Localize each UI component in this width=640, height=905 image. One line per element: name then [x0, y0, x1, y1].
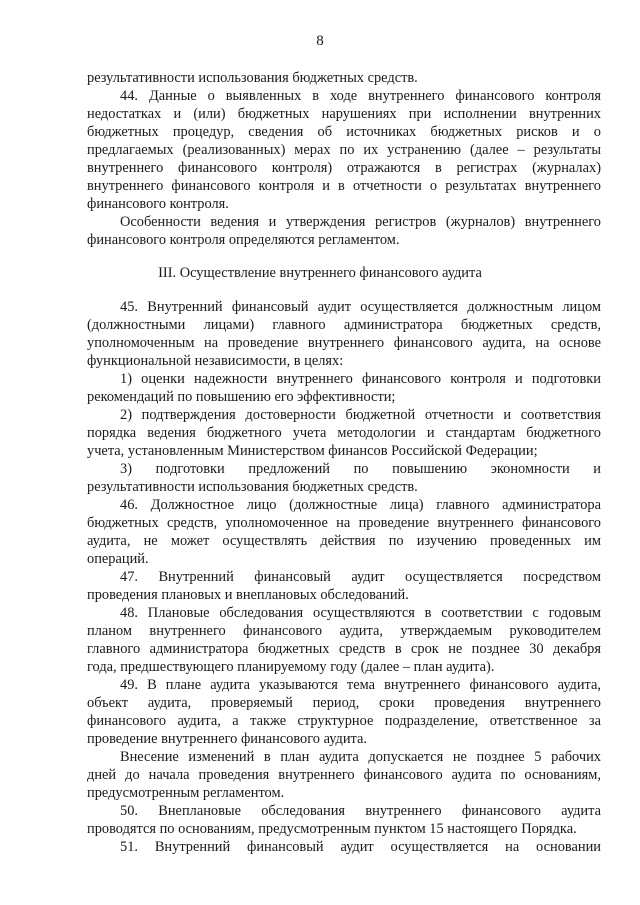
paragraph-49-line: проведение внутреннего финансового аудита.: [87, 731, 368, 747]
list-item-line: 2) подтверждения достоверности бюджетной отчетности и соответствия: [120, 407, 601, 423]
paragraph-50-line: проводятся по основаниям, предусмотренным пунктом 15 настоящего Порядка.: [87, 821, 577, 837]
paragraph-text-line: финансового контроля определяются регламентом.: [87, 232, 400, 248]
paragraph-44-line: предлагаемых (реализованных) мерах по их устранению (далее – результаты: [87, 142, 601, 158]
text-line: результативности использования бюджетных средств.: [87, 70, 418, 86]
paragraph-44-line: внутреннего финансового контроля и в отчетности о результатах внутреннего: [87, 178, 601, 194]
paragraph-46-line: 46. Должностное лицо (должностные лица) главного администратора: [120, 497, 601, 513]
page-number: 8: [316, 33, 324, 49]
paragraph-47-line: 47. Внутренний финансовый аудит осуществляется посредством: [120, 569, 601, 585]
list-item-line: 1) оценки надежности внутреннего финансового контроля и подготовки: [120, 371, 601, 387]
paragraph-46-line: аудита, не может осуществлять действия по изучению проведенных им: [87, 533, 601, 549]
paragraph-49-line: финансового аудита, а также структурное подразделение, ответственное за: [87, 713, 601, 729]
paragraph-50-line: 50. Внеплановые обследования внутреннего финансового аудита: [120, 803, 601, 819]
paragraph-text-line: Особенности ведения и утверждения регистров (журналов) внутреннего: [120, 214, 601, 230]
list-item-line: 3) подготовки предложений по повышению экономности и: [120, 461, 601, 477]
paragraph-48-line: планом внутреннего финансового аудита, утверждаемым руководителем: [87, 623, 601, 639]
paragraph-48-line: главного администратора бюджетных средств в срок не позднее 30 декабря: [87, 641, 601, 657]
paragraph-44-line: финансового контроля.: [87, 196, 229, 212]
paragraph-44-line: внутреннего финансового контроля) отражаются в регистрах (журналах): [87, 160, 601, 176]
paragraph-text-line: дней до начала проведения внутреннего финансового аудита по основаниям,: [87, 767, 601, 783]
paragraph-47-line: проведения плановых и внеплановых обследований.: [87, 587, 409, 603]
section-heading: III. Осуществление внутреннего финансового аудита: [158, 265, 482, 281]
paragraph-51-line: 51. Внутренний финансовый аудит осуществляется на основании: [120, 839, 601, 855]
paragraph-45-line: 45. Внутренний финансовый аудит осуществляется должностным лицом: [120, 299, 601, 315]
list-item-line: учета, установленным Министерством финансов Российской Федерации;: [87, 443, 538, 459]
paragraph-45-line: уполномоченным на проведение внутреннего финансового аудита, на основе: [87, 335, 601, 351]
paragraph-44-line: недостатках и (или) бюджетных нарушениях при исполнении внутренних: [87, 106, 601, 122]
paragraph-44-line: 44. Данные о выявленных в ходе внутреннего финансового контроля: [120, 88, 601, 104]
list-item-line: рекомендаций по повышению его эффективности;: [87, 389, 396, 405]
paragraph-44-line: бюджетных процедур, сведения об источниках бюджетных рисков и о: [87, 124, 601, 140]
paragraph-45-line: (должностными лицами) главного администратора бюджетных средств,: [87, 317, 601, 333]
list-item-line: результативности использования бюджетных средств.: [87, 479, 418, 495]
paragraph-46-line: операций.: [87, 551, 149, 567]
paragraph-48-line: года, предшествующего планируемому году (далее – план аудита).: [87, 659, 495, 675]
paragraph-46-line: бюджетных средств, уполномоченное на проведение внутреннего финансового: [87, 515, 601, 531]
paragraph-49-line: объект аудита, проверяемый период, сроки проведения внутреннего: [87, 695, 601, 711]
list-item-line: порядка ведения бюджетного учета методологии и стандартам бюджетного: [87, 425, 601, 441]
paragraph-45-line: функциональной независимости, в целях:: [87, 353, 344, 369]
paragraph-48-line: 48. Плановые обследования осуществляются в соответствии с годовым: [120, 605, 601, 621]
paragraph-text-line: Внесение изменений в план аудита допускается не позднее 5 рабочих: [120, 749, 601, 765]
paragraph-49-line: 49. В плане аудита указываются тема внутреннего финансового аудита,: [120, 677, 601, 693]
paragraph-text-line: предусмотренным регламентом.: [87, 785, 285, 801]
